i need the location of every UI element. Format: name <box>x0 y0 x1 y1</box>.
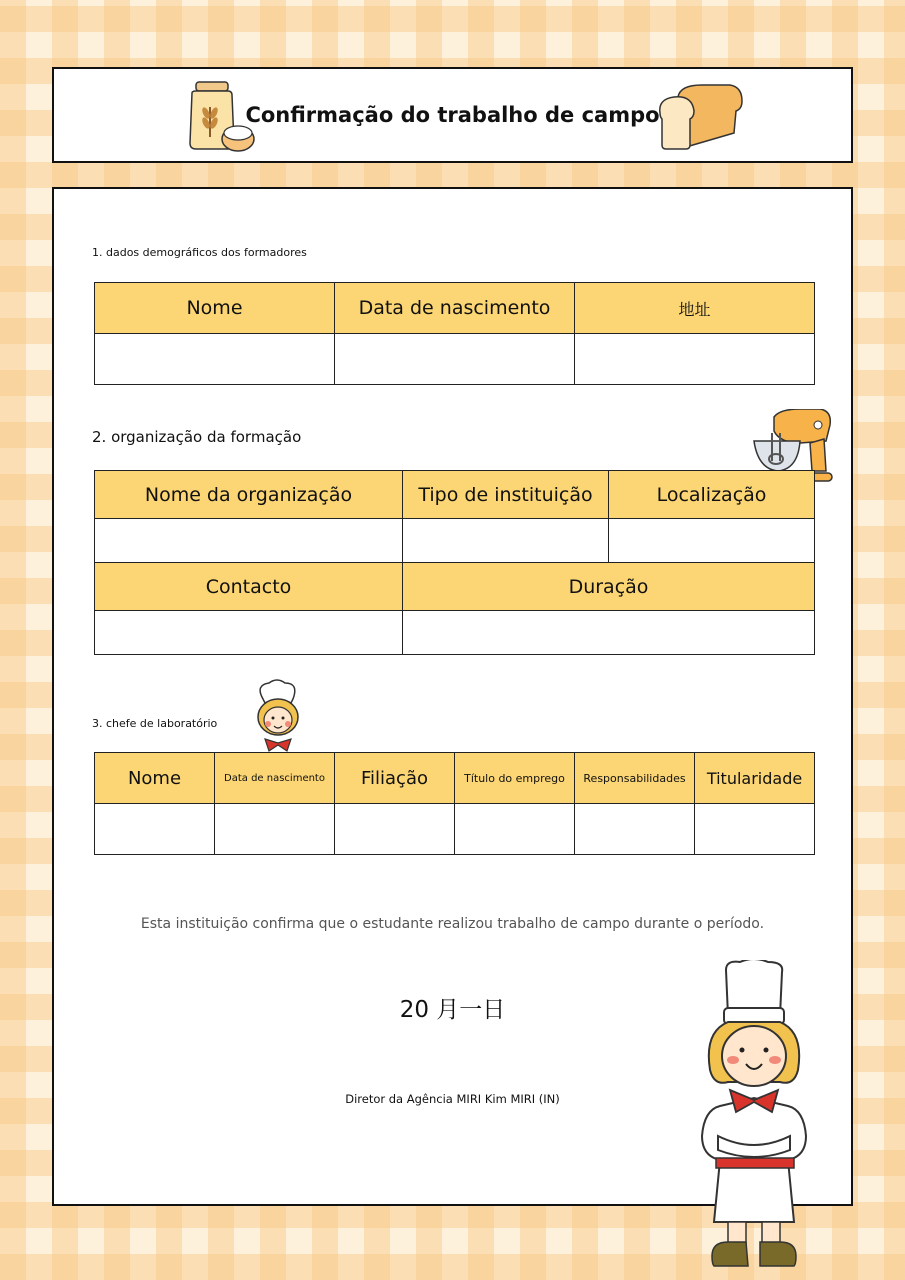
trainer-address-cell[interactable] <box>575 334 815 385</box>
chief-tenure-header: Titularidade <box>695 753 815 804</box>
trainer-table <box>94 282 815 385</box>
org-location-cell[interactable] <box>609 519 815 563</box>
section-label-trainer: 1. dados demográficos dos formadores <box>92 246 307 259</box>
trainer-birthdate-header: Data de nascimento <box>335 283 575 334</box>
director-signature: Diretor da Agência MIRI Kim MIRI (IN) <box>345 1092 560 1106</box>
trainer-address-header: 地址 <box>575 283 815 334</box>
chief-responsibilities-cell[interactable] <box>575 804 695 855</box>
org-location-header: Localização <box>609 471 815 519</box>
org-duration-cell[interactable] <box>403 611 815 655</box>
chef-girl-large-icon <box>694 960 814 1272</box>
chief-birthdate-cell[interactable] <box>215 804 335 855</box>
confirmation-text: Esta instituição confirma que o estudante realizou trabalho de campo durante o período. <box>140 916 765 932</box>
trainer-name-cell[interactable] <box>95 334 335 385</box>
lab-chief-table <box>94 752 815 855</box>
chief-affiliation-cell[interactable] <box>335 804 455 855</box>
chief-responsibilities-header: Responsabilidades <box>575 753 695 804</box>
section-label-organization: 2. organização da formação <box>92 428 302 446</box>
date-line: 20 月一日 <box>399 997 506 1023</box>
org-contact-cell[interactable] <box>95 611 403 655</box>
chief-tenure-cell[interactable] <box>695 804 815 855</box>
org-name-header: Nome da organização <box>95 471 403 519</box>
trainer-birthdate-cell[interactable] <box>335 334 575 385</box>
org-type-cell[interactable] <box>403 519 609 563</box>
org-duration-header: Duração <box>403 563 815 611</box>
chief-affiliation-header: Filiação <box>335 753 455 804</box>
title-banner <box>52 67 853 163</box>
chief-job-title-header: Título do emprego <box>455 753 575 804</box>
chief-name-cell[interactable] <box>95 804 215 855</box>
org-contact-header: Contacto <box>95 563 403 611</box>
chief-job-title-cell[interactable] <box>455 804 575 855</box>
chief-name-header: Nome <box>95 753 215 804</box>
org-name-cell[interactable] <box>95 519 403 563</box>
organization-table <box>94 470 815 655</box>
org-type-header: Tipo de instituição <box>403 471 609 519</box>
bread-loaf-icon <box>658 83 744 151</box>
page-title: Confirmação do trabalho de campo <box>245 103 660 127</box>
trainer-name-header: Nome <box>95 283 335 334</box>
chef-girl-small-icon <box>247 679 309 757</box>
flour-jar-icon <box>186 79 258 153</box>
section-label-lab-chief: 3. chefe de laboratório <box>92 717 218 730</box>
chief-birthdate-header: Data de nascimento <box>215 753 335 804</box>
